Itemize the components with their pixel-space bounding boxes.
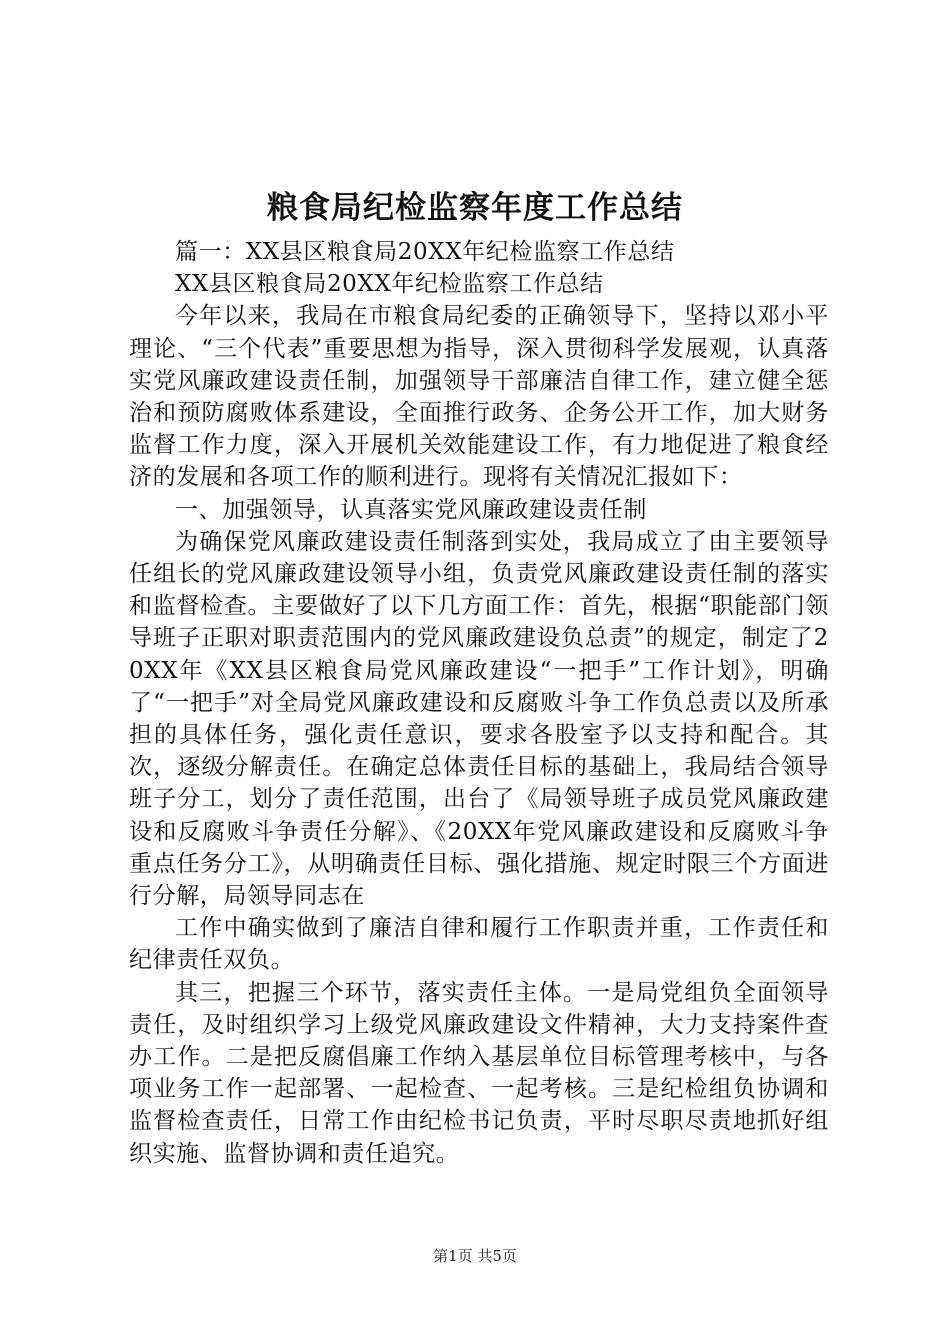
page-footer: 第1页 共5页	[433, 1247, 517, 1265]
body-paragraph: 其三，把握三个环节，落实责任主体。一是局党组负全面领导责任，及时组织学习上级党风廉政建设文件精神，大力支持案件查办工作。二是把反腐倡廉工作纳入基层单位目标管理考核中，与各项业务工作一起部署、一起检查、一起考核。三是纪检组负协调和监督检查责任，日常工作由纪检书记负责，平时尽职尽责地抓好组织实施、监督协调和责任追究。	[129, 979, 829, 1167]
document-body	[129, 236, 829, 1170]
body-paragraph: 今年以来，我局在市粮食局纪委的正确领导下，坚持以邓小平理论、“三个代表”重要思想为指导，深入贯彻科学发展观，认真落实党风廉政建设责任制，加强领导干部廉洁自律工作，建立健全惩治和预防腐败体系建设，全面推行政务、企务公开工作，加大财务监督工作力度，深入开展机关效能建设工作，有力地促进了粮食经济的发展和各项工作的顺利进行。现将有关情况汇报如下：	[129, 303, 829, 491]
body-paragraph: 为确保党风廉政建设责任制落到实处，我局成立了由主要领导任组长的党风廉政建设领导小组，负责党风廉政建设责任制的落实和监督检查。主要做好了以下几方面工作：首先，根据“职能部门领导班子正职对职责范围内的党风廉政建设负总责”的规定，制定了20XX年《XX县区粮食局党风廉政建设“一把手”工作计划》，明确了“一把手”对全局党风廉政建设和反腐败斗争工作负总责以及所承担的具体任务，强化责任意识，要求各股室予以支持和配合。其次，逐级分解责任。在确定总体责任目标的基础上，我局结合领导班子分工，划分了责任范围，出台了《局领导班子成员党风廉政建设和反腐败斗争责任分解》、《20XX年党风廉政建设和反腐败斗争重点任务分工》，从明确责任目标、强化措施、规定时限三个方面进行分解，局领导同志在	[129, 528, 829, 910]
section-heading: 一、加强领导，认真落实党风廉政建设责任制	[175, 496, 647, 523]
section-heading: 篇一：XX县区粮食局20XX年纪检监察工作总结	[175, 239, 675, 265]
document-title: 粮食局纪检监察年度工作总结	[267, 190, 683, 226]
subtitle-line: XX县区粮食局20XX年纪检监察工作总结	[175, 271, 604, 298]
body-paragraph: 工作中确实做到了廉洁自律和履行工作职责并重，工作责任和纪律责任双负。	[129, 915, 829, 974]
